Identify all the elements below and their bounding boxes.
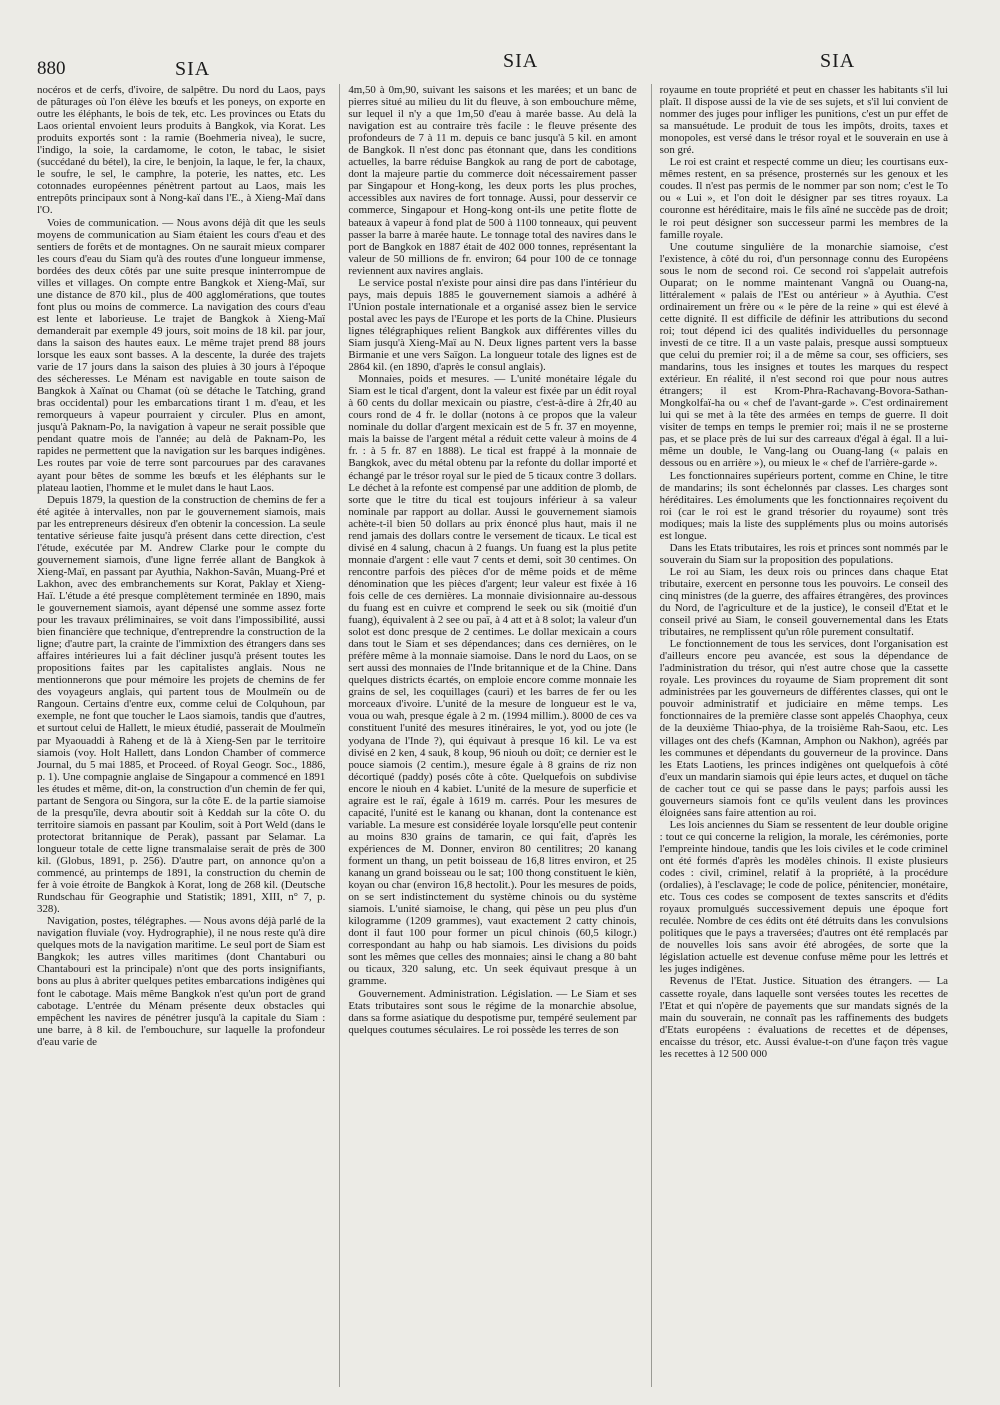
paragraph: nocéros et de cerfs, d'ivoire, de salpêtre. Du nord du Laos, pays de pâturages où l'on élève les bœufs et les poneys, on exporte en outre les éléphants, le bois de tek, etc. Les provinces ou Etats du Laos oriental envoient leurs produits à Bangkok, via Korat. Les produits exportés sont : la ramie (Boehmeria nivea), le sucre, l'indigo, la soie, la cardamome, le coton, le tabac, le sisiet (succédané du bétel), la cire, le benjoin, la laque, le fer, la chaux, le soufre, le sel, le camphre, la poterie, les nattes, etc. Les cotonnades européennes pénètrent partout au Laos, mais les entrepôts principaux sont à Nong-kaï dans l'E., à Xieng-Maï dans l'O. (37, 84, 326, 217)
running-title-center: SIA (503, 50, 539, 72)
page-number: 880 (37, 58, 66, 79)
paragraph: Le roi au Siam, les deux rois ou princes dans chaque Etat tributaire, exercent en personne tous les pouvoirs. Le conseil des cinq ministres (de la guerre, des affaires étrangères, des provinces du Nord, de l'agriculture et de la justice), le conseil d'Etat et le conseil privé au Siam, le conseil gouvernemental dans les Etats tributaires, ne remplissent qu'un rôle purement consultatif. (659, 565, 948, 639)
column-2 (339, 84, 636, 1387)
paragraph: Dans les Etats tributaires, les rois et princes sont nommés par le souverain du Siam sur la proposition des populations. (659, 541, 948, 566)
column-1 (37, 84, 325, 1387)
paragraph: Le fonctionnement de tous les services, dont l'organisation est d'ailleurs encore peu avancée, est sous la dépendance de l'administration du trésor, qui n'est autre chose que la cassette royale. Les provinces du royaume de Siam proprement dit sont administrées par les gouverneurs de différentes classes, qui ont le pouvoir administratif et judiciaire en même temps. Les fonctionnaires de la première classe sont appelés Chaophya, ceux de la deuxième Thiao-phya, de la troisième Rah-Saou, etc. Les villages ont des chefs (Kamnan, Amphon ou Nakhon), agréés par les communes et dépendants du gouverneur de la province. Dans les Etats Laotiens, les princes indigènes ont quelquefois à côté d'eux un mandarin siamois qui épie leurs actes, et duquel on tâche de cacher tout ce qui se passe dans le pays; parfois aussi les gouverneurs siamois font ce qu'ils veulent dans les provinces éloignées sans faire attention au roi. (659, 638, 948, 819)
paragraph: Voies de communication. — Nous avons déjà dit que les seuls moyens de communication au Siam étaient les cours d'eau et des sentiers de forêts et de montagnes. On ne saurait mieux comparer les cours d'eau du Siam qu'à des routes d'une longueur immense, bordées des deux côtés par une suite presque ininterrompue de villes et villages. On compte entre Bangkok et Xieng-Maï, sur une distance de 870 kil., plus de 400 agglomérations, que toutes font plus ou moins de commerce. La navigation des cours d'eau est lente et laborieuse. Le trajet de Bangkok à Xieng-Maï demanderait par exemple 49 jours, soit moins de 18 kil. par jour, dans la saison des hautes eaux. Le même trajet prend 88 jours lorsque les eaux sont basses. A la descente, la durée des trajets varie de 17 jours dans la saison des pluies à 30 jours à l'époque des sécheresses. Le Ménam est navigable en toute saison de Bangkok à Xaïnat ou Chamat (où se détache le Tatching, grand bras occidental) pour les embarcations tirant 1 m. d'eau, et les remorqueurs à vapeur pourraient y circuler. Plus en amont, jusqu'à Paknam-Po, la navigation à vapeur ne serait possible que pendant quatre mois de l'année; au delà de Paknam-Po, les rapides ne permettent que la navigation sur les barques indigènes. Les routes par voie de terre sont parcourues par des caravanes ayant pour bêtes de somme les bœufs et les éléphants sur le plateau laotien, l'homme et le mulet dans le haut Laos. (37, 216, 326, 494)
page-header (37, 50, 948, 86)
paragraph: Une coutume singulière de la monarchie siamoise, c'est l'existence, à côté du roi, d'un personnage connu des Européens sous le nom de second roi. Ce second roi s'appelait autrefois Ouparat; on le nomme maintenant Vangnâ ou Ouang-na, littéralement « palais de l'Est ou antérieur » à Ayuthia. C'est ordinairement un frère ou « le père de la reine » qui est élevé à cette dignité. Il est difficile de définir les attributions du second roi; tout dépend ici des qualités individuelles du personnage investi de ce titre. Il a un vaste palais, presque aussi somptueux que celui du premier roi; il a de même sa cour, ses officiers, ses mandarins, tous les insignes et toutes les marques du respect extérieur. En réalité, il n'est second roi que pour nous autres étrangers; il est Krom-Phra-Rachavang-Bovora-Sathan-Mongkolfaï-ha ou « chef de l'avant-garde ». C'est ordinairement lui qui se met à la tête des armées en temps de guerre. Il doit visiter de temps en temps le premier roi; mais il ne se prosterne pas, et se place près de lui sur des carreaux d'égal à égal. Il a lui-même un double, le Vang-lang ou Ouang-lang (« palais en dessous ou en arrière »), ou mieux le « chef de l'arrière-garde ». (659, 240, 948, 470)
paragraph: 4m,50 à 0m,90, suivant les saisons et les marées; et un banc de pierres situé au milieu du lit du fleuve, à son embouchure même, sur lequel il n'y a que 1m,50 d'eau à marée basse. Au delà la navigation est au contraire très facile : le fleuve présente des profondeurs de 7 à 11 m. depuis ce banc jusqu'à 5 kil. en amont de Bangkok. Il n'est donc pas étonnant que, dans les conditions actuelles, la barre réduise Bangkok au rang de port de cabotage, dont la majeure partie du commerce doit nécessairement passer par Singapour et Hong-kong, les deux ports les plus proches, accessibles aux navires de fort tonnage. Aussi, pour desservir ce commerce, Singapour et Hong-kong ont-ils une petite flotte de bateaux à vapeur à fond plat de 500 à 1100 tonneaux, qui peuvent passer la barre à marée haute. Le tonnage total des navires dans le port de Bangkok en 1887 était de 402 000 tonnes, représentant la valeur de 50 millions de fr. environ; 64 pour 100 de ce tonnage reviennent aux navires anglais. (348, 84, 637, 277)
paragraph: Les fonctionnaires supérieurs portent, comme en Chine, le titre de mandarins; ils sont échelonnés par classes. Les charges sont héréditaires. Les émoluments que les fonctionnaires reçoivent du roi (car le roi est le grand trésorier du royaume) sont très modiques; mais la liste des suppléments plus ou moins autorisés est longue. (659, 469, 948, 542)
paragraph: Navigation, postes, télégraphes. — Nous avons déjà parlé de la navigation fluviale (voy. Hydrographie), il ne nous reste qu'à dire quelques mots de la navigation maritime. Le seul port de Siam est Bangkok; les autres villes maritimes (dont Chantaburi ou Chantabouri est la principale) n'ont que des ports insignifiants, bons au plus à abriter quelques petites embarcations indigènes qui font le cabotage. Mais même Bangkok n'est qu'un port de grand cabotage. L'entrée du Ménam présente deux obstacles qui empêchent les navires de pénétrer jusqu'à la capitale du Siam : une barre, à 8 kil. de l'embouchure, sur laquelle la profondeur d'eau varie de (37, 915, 326, 1048)
running-title-left: SIA (175, 58, 211, 80)
column-3 (651, 84, 948, 1387)
running-title-right: SIA (820, 50, 856, 72)
paragraph: Le roi est craint et respecté comme un dieu; les courtisans eux-mêmes restent, en sa présence, prosternés sur les genoux et les coudes. Il n'est pas permis de le nommer par son nom; c'est le To ou « Lui », et l'on doit le désigner par ses titres royaux. La couronne est héréditaire, mais le fils aîné ne succède pas de droit; le roi peut désigner son successeur parmi les membres de la famille royale. (659, 156, 948, 241)
paragraph: royaume en toute propriété et peut en chasser les habitants s'il lui plaît. Il dispose aussi de la vie de ses sujets, et s'il lui convient de nommer des juges pour infliger les punitions, c'est un pur effet de sa mansuétude. Le produit de tous les impôts, droits, taxes et monopoles, est versé dans le trésor royal et le souverain en use à son gré. (659, 84, 948, 157)
paragraph: Monnaies, poids et mesures. — L'unité monétaire légale du Siam est le tical d'argent, dont la valeur est fixée par un édit royal à 60 cents du dollar mexicain ou piastre, c'est-à-dire à 2fr,40 au cours rond de 4 fr. le dollar (notons à ce propos que la valeur nominale du dollar d'argent mexicain est de 5 fr. 37 en moyenne, mais la baisse de l'argent métal a réduit cette valeur à moins de 4 fr. : à 5 fr. 87 en 1888). Le tical est frappé à la monnaie de Bangkok, avec du métal obtenu par la refonte du dollar importé et échangé par le trésor royal sur le pied de 5 ticaux contre 3 dollars. Le déchet à la refonte est compensé par une addition de plomb, de sorte que le titre du tical est toujours inférieur à sa valeur nominale par rapport au dollar. Aussi le gouvernement siamois achète-t-il bien 50 dollars au prix énoncé plus haut, mais il ne rend jamais des dollars contre le versement de ticaux. Le tical est divisé en 4 salung, chacun à 2 fuangs. Un fuang est la plus petite monnaie d'argent : elle vaut 7 cents et demi, soit 30 centimes. On rencontre parfois des pièces d'or de même poids et de même dénomination que les pièces d'argent; leur valeur est fixée à 16 fois celle de ces dernières. La monnaie divisionnaire au-dessous du fuang est en cuivre et comprend le seek ou sik (moitié d'un fuang), équivalent à 2 see ou paï, à 4 att et à 8 solot; la valeur d'un solot est donc presque de 2 centimes. Le dollar mexicain a cours dans tout le Siam et ses dépendances; dans ces dernières, on le préfère même à la monnaie siamoise. Dans le nord du Laos, on se sert aussi des monnaies de l'Inde britannique et de la Chine. Dans quelques districts écartés, on emploie encore comme monnaie les grains de sel, les coquillages (cauri) et les barres de fer ou les morceaux d'ivoire. L'unité de la mesure de longueur est le va, voua ou wah, presque égale à 2 m. (1994 millim.). 8000 de ces va constituent l'unité des mesures itinéraires, le yot, yod ou jote (le yodyana de l'Inde ?), qui équivaut à presque 16 kil. Le va est divisé en 2 ken, 4 sauk, 8 koup, 96 niouh ou doït; ce dernier est le pouce siamois (2 centim.), mesure égale à 8 grains de riz non décortiqué (paddy) posés côte à côte. Quelquefois on subdivise encore le niouh en 4 kabiet. L'unité de la mesure de superficie et agraire est le raï, égale à 1619 m. carrés. Pour les mesures de capacité, l'unité est le kanang ou khanan, dont la contenance est variable. La mesure est considérée loyale lorsqu'elle peut contenir au moins 830 grains de tamarin, ce qui fait, d'après les expériences de M. Donner, environ 80 centilitres; 20 kanang forment un thang, un petit boisseau de 16,8 litres environ, et 25 kanang un grand boisseau ou le sat; 100 thong constituent le kièn, koyan ou char (environ 16,8 hectolit.). Pour les mesures de poids, on se sert indistinctement du système chinois ou du système siamois. L'unité siamoise, le chang, qui pèse un peu plus d'un kilogramme (1209 grammes), vaut exactement 2 catty chinois, dont il faut 100 pour former un picul chinois (60,5 kilogr.) correspondant au hahp ou hab siamois. Les divisions du poids sont les mêmes que celles des monnaies; ainsi le chang a 80 baht ou ticaux, 320 salung, etc. Un seek équivaut presque à un gramme. (348, 373, 637, 988)
text-columns (37, 84, 948, 1387)
paragraph: Les lois anciennes du Siam se ressentent de leur double origine : tout ce qui concerne la religion, la morale, les cérémonies, porte l'empreinte hindoue, tandis que les lois civiles et le code criminel ont été formés d'après les modèles chinois. Il existe plusieurs codes : civil, criminel, relatif à la propriété, à la procédure (ordalies), à l'esclavage; le code de police, pénitencier, monétaire, etc. Tous ces codes se composent de textes sanscrits et d'édits royaux promulgués successivement depuis une époque fort reculée. Nombre de ces édits ont été détruits dans les convulsions politiques que le pays a traversées; d'autres ont été remplacés par de nouvelles lois sans avoir été abrogées, de sorte que la législation actuelle est devenue confuse même pour les lettrés et les juges indigènes. (659, 818, 948, 976)
paragraph: Revenus de l'Etat. Justice. Situation des étrangers. — La cassette royale, dans laquelle sont versées toutes les recettes de l'Etat et qui n'opère de payements que sur mandats signés de la main du souverain, ne connaît pas les raffinements des budgets d'Etats européens : évaluations de recettes et de dépenses, encaisse du trésor, etc. Aussi évalue-t-on d'une façon très vague les recettes à 12 500 000 (659, 975, 948, 1060)
paragraph: Depuis 1879, la question de la construction de chemins de fer a été agitée à intervalles, non par le gouvernement siamois, mais par les entrepreneurs désireux d'en obtenir la concession. La seule tentative sérieuse faite jusqu'à présent dans cette direction, c'est l'étude, exécutée par M. Andrew Clarke pour le compte du gouvernement siamois, d'une ligne ferrée allant de Bangkok à Xieng-Maï, en passant par Ayuthia, Nakhon-Savân, Muang-Pré et Lakhon, avec des embranchements sur Korat, Paklay et Xieng-Haï. L'étude a été presque complètement terminée en 1890, mais le gouvernement siamois, ayant dépensé une somme assez forte pour les travaux préliminaires, se voit dans l'impossibilité, aussi bien financière que technique, d'entreprendre la construction de la ligne; d'autre part, la crainte de l'immixtion des étrangers dans ses affaires intérieures lui a fait décliner jusqu'à présent toutes les propositions faites par les capitalistes anglais. Nous ne mentionnerons que pour mémoire les projets de chemins de fer des voyageurs anglais, qui partent tous de Moulmeïn ou de Rangoun. Certains d'entre eux, comme celui de Colquhoun, par exemple, ne font que toucher le Laos siamois, tandis que d'autres, et surtout celui de Hallett, le mieux étudié, passerait de Moulmeïn par Myaouaddi à Raheng et de là à Xieng-Sen par le territoire siamois (voy. Holt Hallett, dans London Chamber of commerce Journal, du 5 mai 1885, et Proceed. of Royal Geogr. Soc., 1886, p. 1). Une compagnie anglaise de Singapour a commencé en 1891 les études et même, dit-on, la construction d'un chemin de fer qui, partant de Sengora ou Singora, sur la côte E. de la partie siamoise de la presqu'île, devra aboutir soit à Keddah sur la côte O. du territoire siamois en passant par Koulim, soit à Port Weld (dans le protectorat britannique de Perak), passant par Selamar. La longueur totale de cette ligne transmalaise serait de près de 300 kil. (Globus, 1891, p. 256). D'autre part, on annonce qu'on a commencé, au printemps de 1891, la construction du chemin de fer à voie étroite de Bangkok à Korat, long de 268 kil. (Deutsche Rundschau für Geographie und Statistik; 1891, XIII, n° 7, p. 328). (37, 493, 326, 916)
paragraph: Le service postal n'existe pour ainsi dire pas dans l'intérieur du pays, mais depuis 1885 le gouvernement siamois a adhéré à l'Union postale internationale et a organisé assez bien le service postal avec les pays de l'Europe et les ports de la Chine. Plusieurs lignes télégraphiques relient Bangkok aux différentes villes du Siam jusqu'à Xieng-Maï au N. Deux lignes partent vers la basse Birmanie et une vers Saïgon. La longueur totale des lignes est de 2864 kil. (en 1890, d'après le consul anglais). (348, 276, 637, 374)
paragraph: Gouvernement. Administration. Législation. — Le Siam et ses Etats tributaires sont sous le régime de la monarchie absolue, dans sa forme asiatique du despotisme pur, tempéré seulement par quelques coutumes séculaires. Le roi possède les terres de son (348, 987, 637, 1036)
